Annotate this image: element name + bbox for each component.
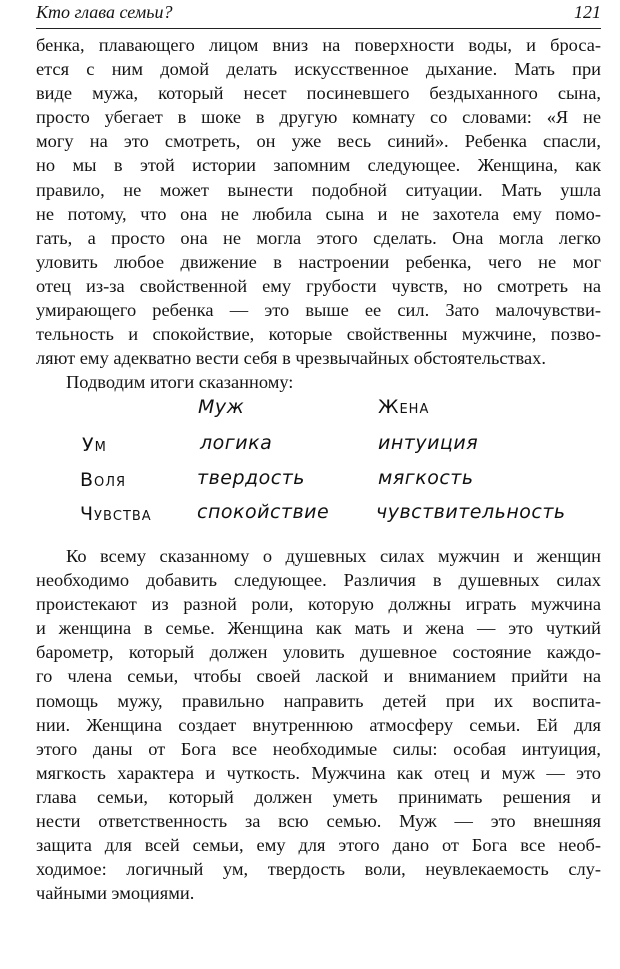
cell-man-will: твердость bbox=[197, 467, 305, 489]
text-line: нести ответственность за всю семью. Муж — это внешняя bbox=[36, 811, 601, 832]
row-label-will: Воля bbox=[80, 469, 127, 491]
text-line: нии. Женщина создает внутреннюю атмосферу семьи. Ей для bbox=[36, 714, 601, 735]
text-line: и женщина в семье. Женщина как мать и жена — это чуткий bbox=[36, 618, 601, 639]
cell-man-feelings: спокойствие bbox=[197, 501, 330, 523]
cell-man-mind: логика bbox=[200, 432, 273, 454]
text-line: могу на это смотреть, он уже весь синий». Ребенка спасли, bbox=[36, 131, 601, 152]
col-header-man: Муж bbox=[198, 396, 245, 418]
text-line: необходимо добавить следующее. Различия в душевных силах bbox=[36, 570, 601, 591]
text-line: проистекают из разной роли, которую должны играть мужчина bbox=[36, 594, 601, 615]
text-line: мягкость характера и чуткость. Мужчина как отец и муж — это bbox=[36, 762, 601, 783]
text-line: чайными эмоциями. bbox=[36, 883, 195, 904]
text-line: но мы в этой истории запомним следующее. Женщина, как bbox=[36, 155, 601, 176]
text-line: ется с ним домой делать искусственное дыхание. Мать при bbox=[36, 59, 601, 80]
text-line: ляют ему адекватно вести себя в чрезвычайных обстоятельствах. bbox=[36, 348, 546, 369]
cell-woman-feelings: чувствительность bbox=[376, 501, 566, 523]
text-line: бенка, плавающего лицом вниз на поверхности воды, и броса- bbox=[36, 35, 601, 55]
row-label-mind: Ум bbox=[82, 434, 107, 456]
text-line: этого даны от Бога все необходимые силы: особая интуиция, bbox=[36, 738, 601, 759]
text-line: просто убегает в шоке в другую комнату со словами: «Я не bbox=[36, 107, 601, 128]
text-line: барометр, который должен уловить душевное состояние каждо- bbox=[36, 642, 601, 663]
running-header bbox=[36, 2, 601, 29]
text-line: виде мужа, который несет посиневшего бездыханного сына, bbox=[36, 83, 601, 104]
text-line: гать, а просто она не могла этого сделать. Она могла легко bbox=[36, 227, 601, 248]
text-line: правило, не может вынести подобной ситуации. Мать ушла bbox=[36, 179, 601, 200]
col-header-woman: Жена bbox=[378, 396, 430, 418]
summary-intro: Подводим итоги сказанному: bbox=[66, 372, 294, 393]
paragraph-1 bbox=[36, 33, 601, 394]
cell-woman-will: мягкость bbox=[378, 467, 474, 489]
running-title: Кто глава семьи? bbox=[36, 2, 173, 22]
text-line: помощь мужу, правильно направить детей при их воспита- bbox=[36, 690, 601, 711]
text-line: тельность и спокойствие, которые свойственны мужчине, позво- bbox=[36, 324, 601, 345]
text-line: защита для всей семьи, ему для этого дано от Бога все необ- bbox=[36, 835, 601, 856]
paragraph-2 bbox=[36, 544, 601, 905]
text-line: ходимое: логичный ум, твердость воли, неувлекаемость слу- bbox=[36, 859, 601, 880]
text-line: отец из-за свойственной ему грубости чувств, но смотреть на bbox=[36, 275, 601, 296]
cell-woman-mind: интуиция bbox=[378, 432, 479, 454]
row-label-feelings: Чувства bbox=[80, 503, 152, 525]
text-line: не потому, что она не любила сына и не захотела ему помо- bbox=[36, 203, 601, 224]
text-line: Ко всему сказанному о душевных силах мужчин и женщин bbox=[66, 546, 601, 566]
text-line: уловить любое движение в настроении ребенка, чего не мог bbox=[36, 251, 601, 272]
page-number: 121 bbox=[574, 2, 601, 22]
text-line: глава семьи, который должен уметь принимать решения и bbox=[36, 786, 601, 807]
text-line: го члена семьи, чтобы своей лаской и вниманием прийти на bbox=[36, 666, 601, 687]
text-line: умирающего ребенка — это выше ее сил. Зато малочувстви- bbox=[36, 300, 601, 321]
